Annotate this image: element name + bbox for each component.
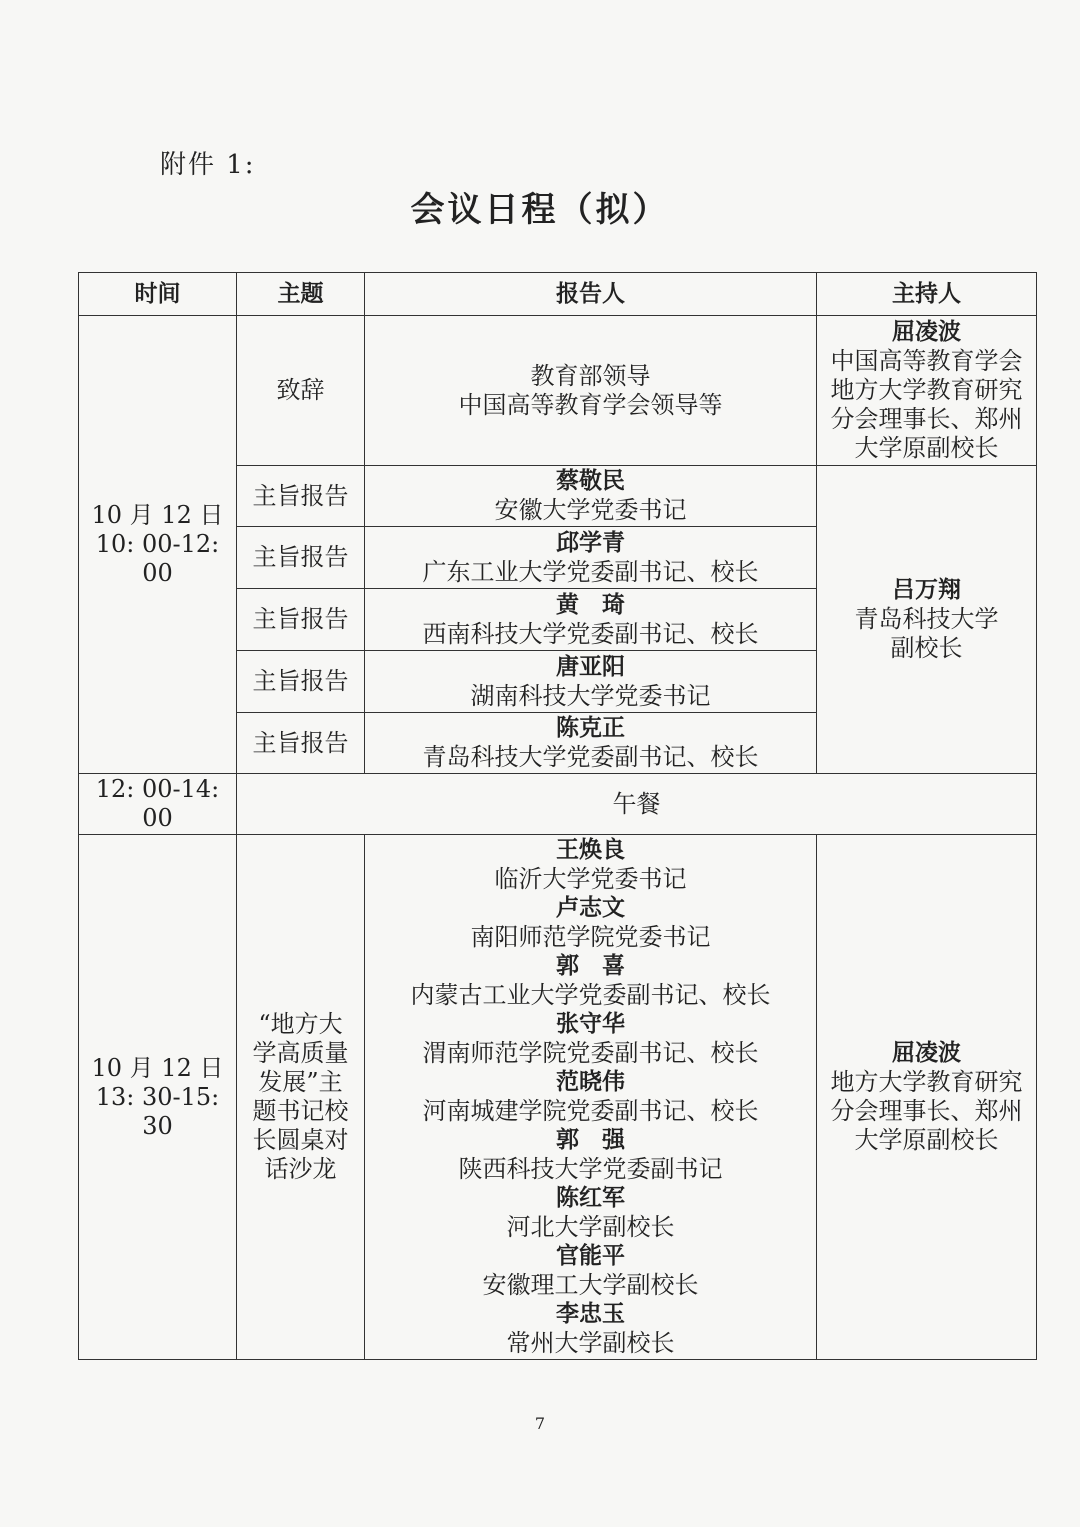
opening-speakers — [365, 316, 817, 466]
schedule-table — [78, 272, 1037, 1360]
keynote-topic: 主旨报告 — [237, 589, 365, 651]
session2-topic — [237, 835, 365, 1360]
topic-line: 话沙龙 — [264, 1155, 337, 1183]
speaker-name: 陈红军 — [556, 1185, 625, 1211]
speaker-title: 河北大学副校长 — [506, 1213, 675, 1241]
speaker-name: 黄 琦 — [556, 591, 625, 618]
session2-date: 10 月 12 日 — [91, 1053, 224, 1082]
speaker-title: 临沂大学党委书记 — [494, 865, 687, 893]
header-host: 主持人 — [817, 273, 1037, 316]
speaker-title: 渭南师范学院党委副书记、校长 — [422, 1039, 759, 1067]
host-title-line: 大学原副校长 — [854, 1126, 999, 1154]
speaker-name: 王焕良 — [556, 837, 625, 863]
host-title-line: 分会理事长、郑州 — [830, 405, 1023, 433]
host-name: 屈凌波 — [892, 319, 961, 345]
speaker-title: 广东工业大学党委副书记、校长 — [422, 557, 759, 586]
speaker-name: 郭 喜 — [556, 953, 625, 979]
session1-hours: 10: 00-12: 00 — [95, 530, 220, 587]
lunch-time: 12: 00-14: 00 — [79, 774, 237, 835]
header-topic: 主题 — [237, 273, 365, 316]
host-title-line: 中国高等教育学会 — [830, 347, 1023, 375]
keynote-topic: 主旨报告 — [237, 713, 365, 774]
keynote-speaker — [365, 527, 817, 589]
speaker-name: 邱学青 — [556, 529, 625, 556]
header-speaker: 报告人 — [365, 273, 817, 316]
speaker-title: 安徽理工大学副校长 — [482, 1271, 699, 1299]
speaker-name: 张守华 — [556, 1011, 625, 1037]
lunch-label: 午餐 — [237, 774, 1037, 835]
speaker-title: 陕西科技大学党委副书记 — [458, 1155, 723, 1183]
speaker-title: 内蒙古工业大学党委副书记、校长 — [410, 981, 771, 1009]
opening-speaker-line: 教育部领导 — [530, 361, 651, 390]
speaker-name: 官能平 — [556, 1243, 625, 1269]
host-title-line: 副校长 — [890, 634, 963, 662]
speaker-name: 陈克正 — [556, 715, 625, 741]
session1-host1 — [817, 316, 1037, 466]
host-title-line: 地方大学教育研究 — [830, 376, 1023, 404]
table-row — [79, 316, 1037, 466]
keynote-speaker — [365, 651, 817, 713]
topic-line: 学高质量 — [252, 1039, 349, 1067]
keynote-speaker — [365, 466, 817, 527]
topic-line: 发展”主 — [258, 1068, 343, 1096]
opening-speaker-line: 中国高等教育学会领导等 — [458, 390, 723, 419]
host-title-line: 青岛科技大学 — [854, 605, 999, 633]
session2-host — [817, 835, 1037, 1360]
host-title-line: 大学原副校长 — [854, 434, 999, 462]
speaker-title: 湖南科技大学党委书记 — [470, 681, 711, 710]
page-number: 7 — [534, 1414, 546, 1433]
table-row — [79, 774, 1037, 835]
speaker-title: 南阳师范学院党委书记 — [470, 923, 711, 951]
speaker-title: 河南城建学院党委副书记、校长 — [422, 1097, 759, 1125]
header-row — [79, 273, 1037, 316]
topic-line: 题书记校 — [252, 1097, 349, 1125]
session1-date: 10 月 12 日 — [91, 501, 224, 529]
keynote-topic: 主旨报告 — [237, 527, 365, 589]
attachment-label: 附件 1: — [160, 150, 256, 180]
speaker-name: 唐亚阳 — [556, 653, 625, 680]
session1-time — [79, 316, 237, 774]
speaker-title: 常州大学副校长 — [506, 1329, 675, 1357]
speaker-name: 郭 强 — [556, 1127, 625, 1153]
topic-line: 长圆桌对 — [252, 1126, 349, 1154]
session2-hours: 13: 30-15: 30 — [95, 1082, 220, 1140]
speaker-name: 范晓伟 — [556, 1069, 625, 1095]
keynote-speaker — [365, 713, 817, 774]
speaker-name: 李忠玉 — [556, 1301, 625, 1327]
speaker-title: 西南科技大学党委副书记、校长 — [422, 619, 759, 648]
session2-time — [79, 835, 237, 1360]
keynote-speaker — [365, 589, 817, 651]
speaker-name: 卢志文 — [556, 895, 625, 921]
host-title-line: 地方大学教育研究 — [830, 1068, 1023, 1096]
speaker-name: 蔡敬民 — [556, 468, 625, 494]
opening-topic: 致辞 — [237, 316, 365, 466]
host-name: 吕万翔 — [892, 577, 961, 603]
document-title: 会议日程（拟） — [410, 190, 670, 230]
header-time: 时间 — [79, 273, 237, 316]
keynote-topic: 主旨报告 — [237, 466, 365, 527]
table-row — [79, 835, 1037, 1360]
host-title-line: 分会理事长、郑州 — [830, 1097, 1023, 1125]
session2-speakers — [365, 835, 817, 1360]
host-name: 屈凌波 — [892, 1040, 961, 1066]
keynote-topic: 主旨报告 — [237, 651, 365, 713]
speaker-title: 安徽大学党委书记 — [494, 496, 687, 524]
session1-host2 — [817, 466, 1037, 774]
speaker-title: 青岛科技大学党委副书记、校长 — [422, 743, 759, 771]
topic-line: “地方大 — [258, 1010, 343, 1038]
